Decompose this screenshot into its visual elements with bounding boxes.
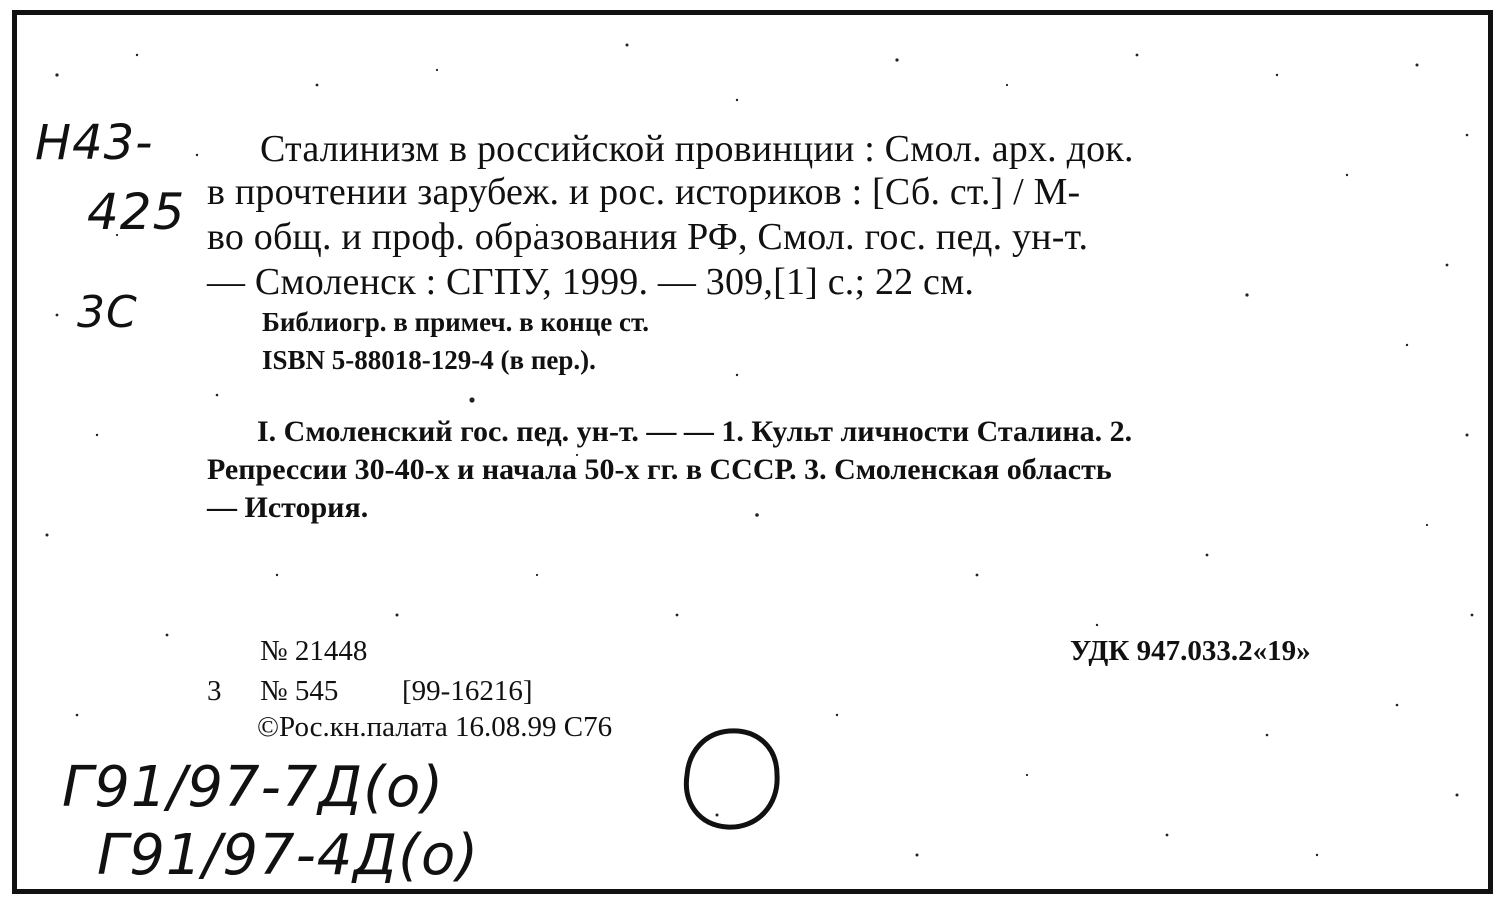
entry-title-line-2: в прочтении зарубеж. и рос. историков : [Сб. ст.] / М- xyxy=(207,171,1081,213)
handwritten-inventory-line1: Г91/97-7Д(о) xyxy=(62,755,445,820)
isbn-note: ISBN 5-88018-129-4 (в пер.). xyxy=(262,345,596,375)
handwritten-shelf-mark-line1: Н43- xyxy=(35,115,154,171)
subjects-line-2: Репрессии 30-40-х и начала 50-х гг. в СССР. 3. Смоленская область xyxy=(207,453,1112,486)
handwritten-shelf-mark-line2: 425 xyxy=(87,183,186,241)
catalog-card xyxy=(12,10,1493,894)
entry-title-line-3: во общ. и проф. образования РФ, Смол. гос. пед. ун-т. xyxy=(207,216,1089,258)
bibliography-note: Библиогр. в примеч. в конце ст. xyxy=(262,307,649,337)
subjects-line-1: I. Смоленский гос. пед. ун-т. — — 1. Культ личности Сталина. 2. xyxy=(257,415,1133,448)
subjects-line-3: — История. xyxy=(207,491,369,524)
book-chamber-stamp: ©Рос.кн.палата 16.08.99 С76 xyxy=(257,711,613,743)
bracket-code: [99-16216] xyxy=(402,675,533,707)
udk-code: УДК 947.033.2«19» xyxy=(1070,635,1311,667)
punch-hole-icon xyxy=(677,723,787,838)
handwritten-shelf-mark-line3: 3С xyxy=(77,287,138,338)
footer-prefix: 3 xyxy=(207,675,222,707)
card-number-2: № 545 xyxy=(260,675,339,707)
entry-title-line-4: — Смоленск : СГПУ, 1999. — 309,[1] с.; 22 см. xyxy=(207,261,975,303)
entry-title-line-1: Сталинизм в российской провинции : Смол. арх. док. xyxy=(260,128,1134,170)
handwritten-inventory-line2: Г91/97-4Д(о) xyxy=(97,823,480,888)
card-number: № 21448 xyxy=(260,635,368,667)
